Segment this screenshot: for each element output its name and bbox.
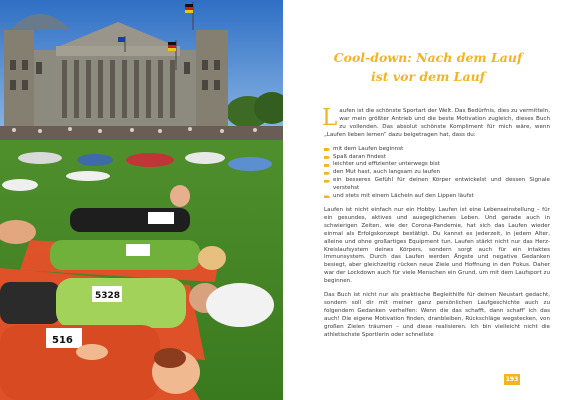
paragraph: Das Buch ist nicht nur als praktische Begleithilfe für deinen Neustart gedacht, sondern soll dir mit meiner ganz persönlichen Laufgeschichte auch zu folgendem Gedanken verhelfen: Wenn die das schafft, dann schaff' ich das auch! Die eigene Motivation finden, dranbleiben, Rückschläge wegstecken, von großen Zielen träumen – und diese realisieren. Ich bin vielleicht nicht die athletischste Sportlerin oder schnellste — [324, 292, 550, 338]
page-number: 193 — [505, 376, 519, 383]
list-item: leichter und effizienter unterwegs bist — [324, 161, 550, 169]
intro-text: aufen ist die schönste Sportart der Welt. Das Bedürfnis, dies zu vermitteln, war mein größter Antrieb und die beste Motivation zugleich, dieses Buch zu vollenden. Das absolut schönste Kompliment für mich wäre, wenn „Laufen lieben lernen“ dazu beigetragen hat, dass du: — [324, 108, 550, 138]
bib-number-2: 516 — [52, 335, 73, 346]
crowd — [0, 126, 283, 142]
list-item: und stets mit einem Lächeln auf den Lippen läufst — [324, 193, 550, 201]
chapter-title-line-1: Cool-down: Nach dem Lauf — [333, 50, 523, 65]
body-text — [322, 105, 550, 339]
drop-cap: L — [322, 105, 338, 131]
list-item: den Mut hast, auch langsam zu laufen — [324, 169, 550, 177]
list-item: ein besseres Gefühl für deinen Körper entwickelst und dessen Signale verstehst — [324, 177, 550, 193]
bib-number-1: 5328 — [95, 291, 121, 301]
benefit-list — [324, 146, 550, 201]
white-bag — [206, 283, 274, 327]
paragraph: Laufen ist nicht einfach nur ein Hobby. Laufen ist eine Lebenseinstellung – für ein gesundes, aktives und ausgeglichenes Leben. Und gerade auch in schwierigen Zeiten, wie der Corona-Pandemie, hat sich das Laufen wieder einmal als Erfolgskonzept bestätigt. Du kannst es jederzeit, in jedem Alter, alleine und ohne großartiges Equipment tun. Laufen stärkt nicht nur das Herz-Kreislaufsystem deines Körpers, sondern sorgt auch für ein intaktes Immunsystem. Durch das Laufen werden Ängste und negative Gedanken besiegt, aber gleichzeitig rücken neue Ziele und Hoffnung in den Fokus. Daher war der Lockdown auch für viele Menschen ein Grund, um mit dem Laufsport zu beginnen. — [324, 206, 550, 285]
intro-paragraph — [322, 105, 550, 140]
chapter-title-line-2: ist vor dem Lauf — [370, 69, 486, 84]
list-item: mit dem Laufen beginnst — [324, 146, 550, 154]
list-item: Spaß daran findest — [324, 154, 550, 162]
chapter-title — [303, 48, 553, 86]
text-page — [283, 0, 566, 400]
